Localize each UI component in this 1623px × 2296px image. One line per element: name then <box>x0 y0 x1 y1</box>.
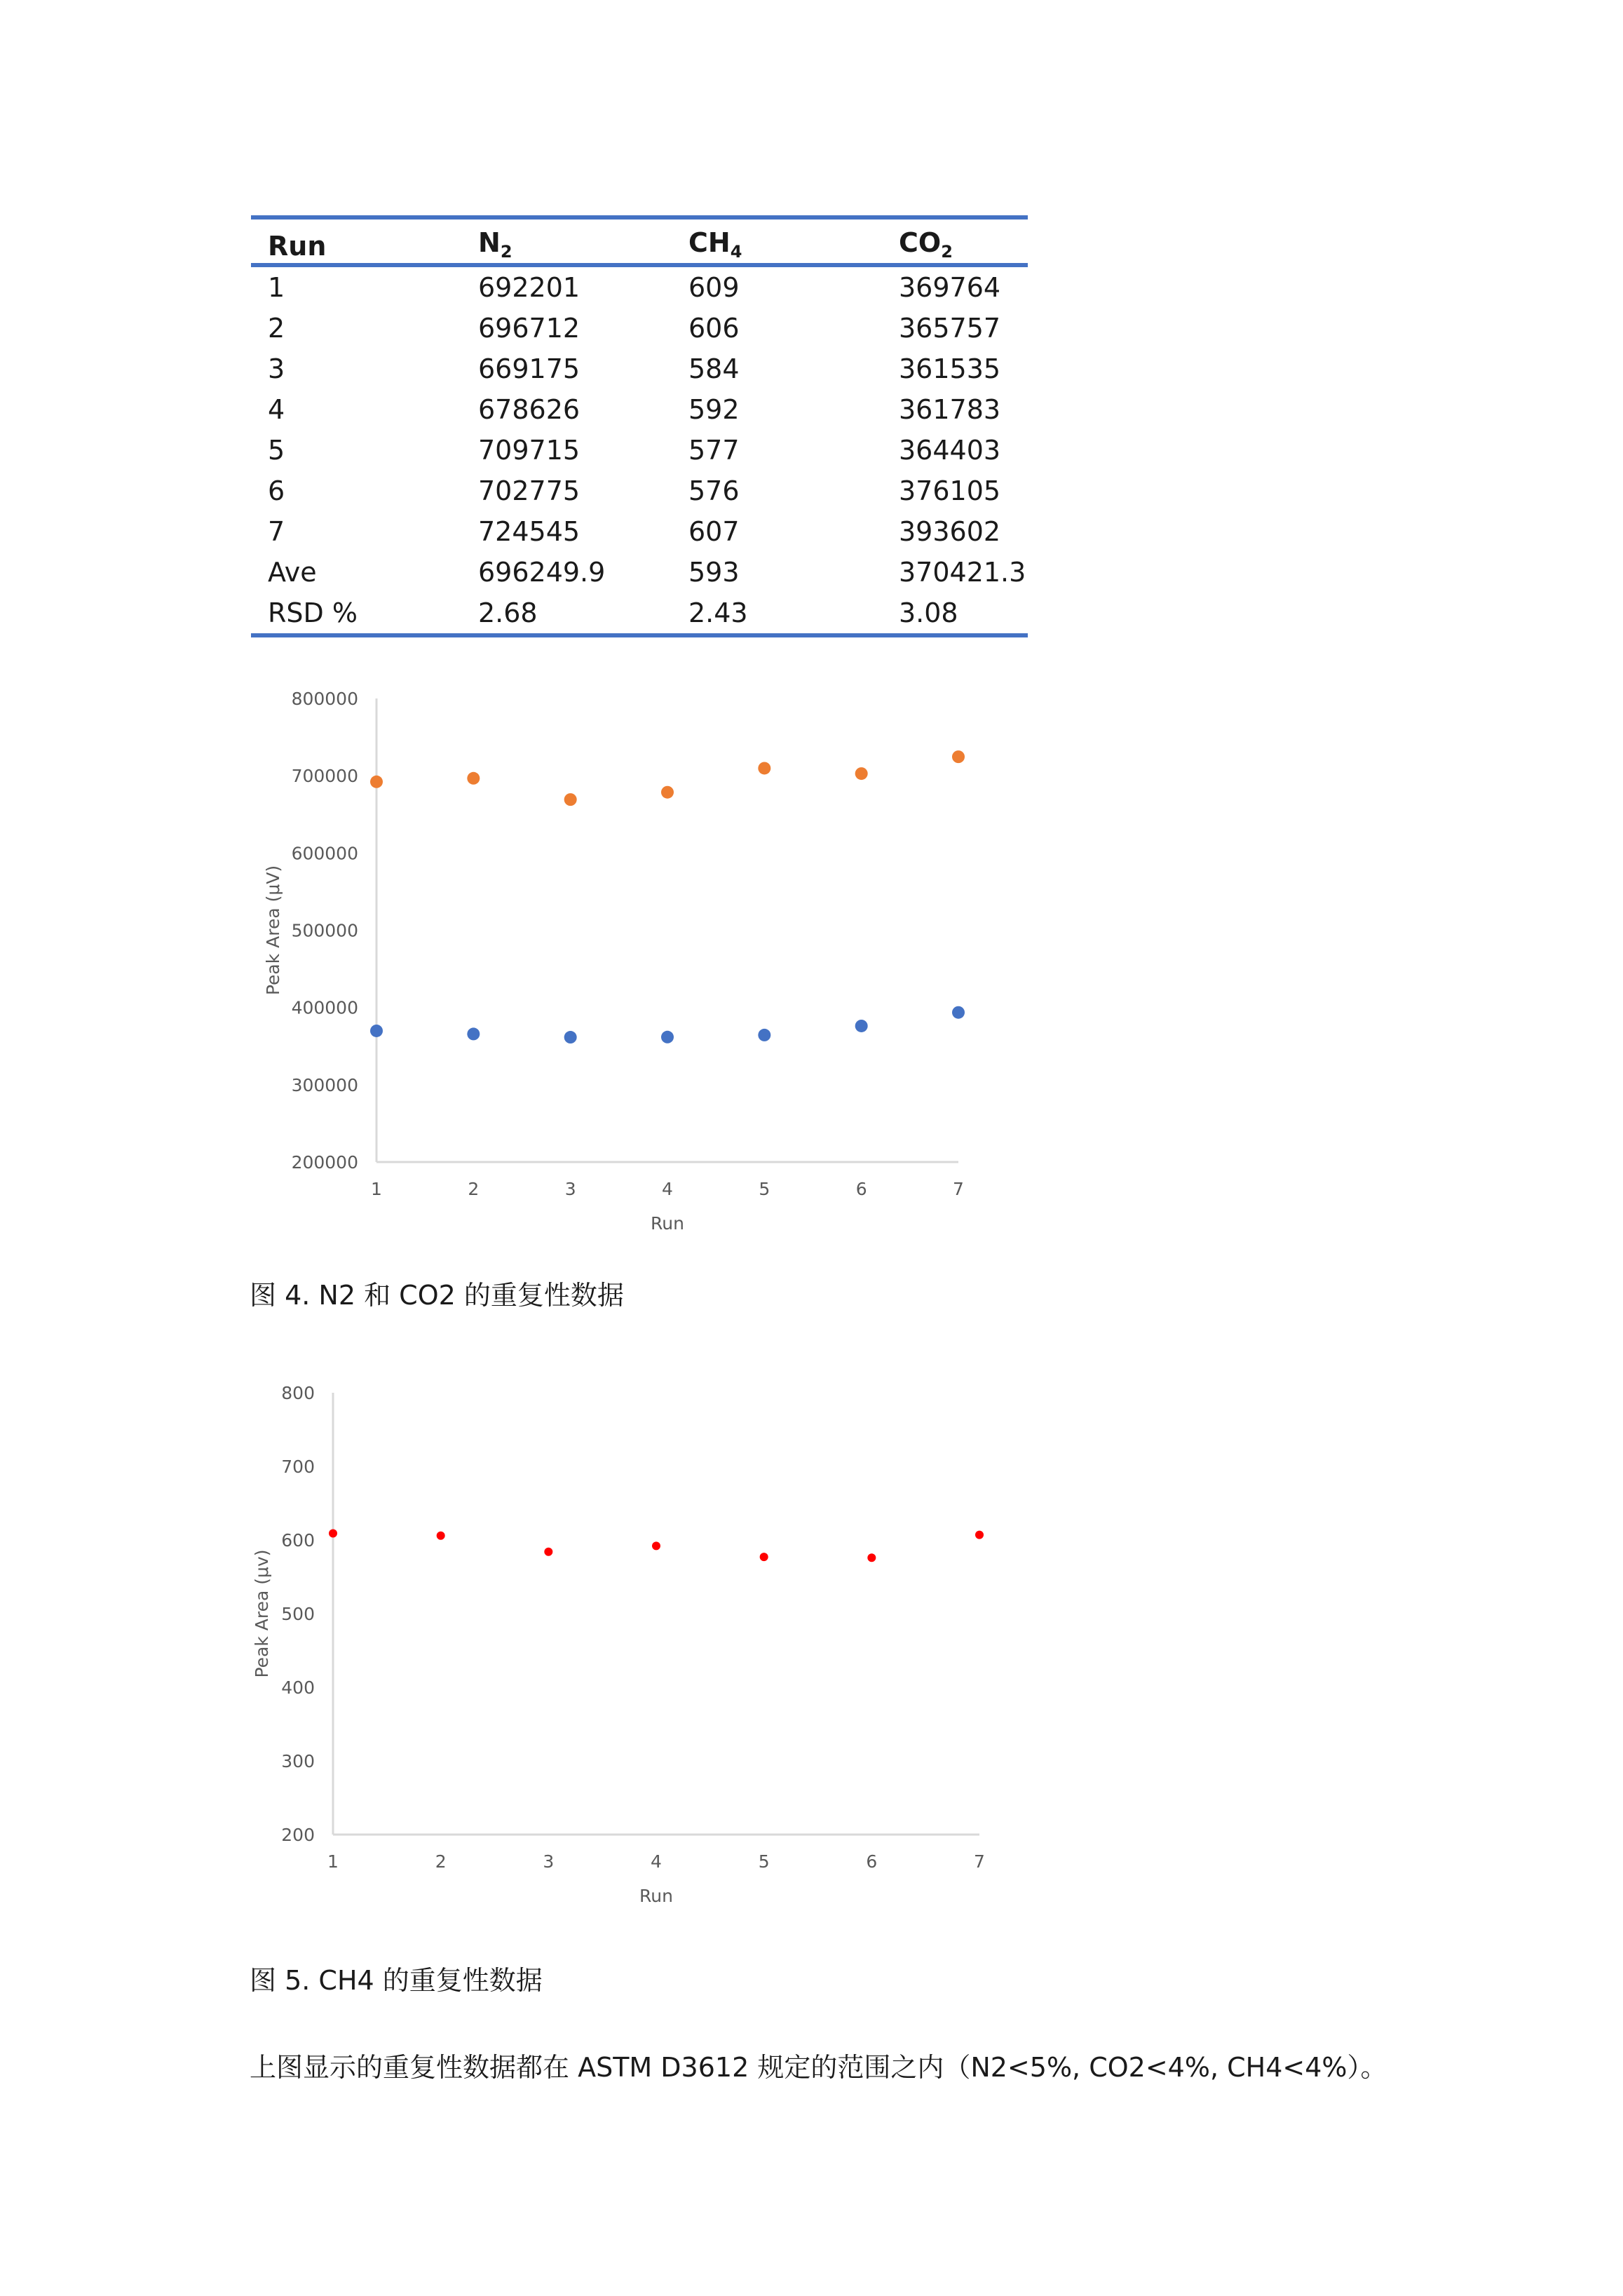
conclusion-paragraph: 上图显示的重复性数据都在 ASTM D3612 规定的范围之内（N2<5%, CO2<4%, CH4<4%）。 <box>250 2052 1387 2083</box>
table-cell-co2: 364403 <box>899 435 1001 466</box>
data-point <box>758 1029 770 1041</box>
header-text: CH <box>688 227 731 258</box>
table-cell-run: 5 <box>268 435 285 466</box>
table-cell-ch4: 607 <box>688 516 740 547</box>
table-cell-n2: 678626 <box>478 394 580 425</box>
y-axis-title: Peak Area (μV) <box>263 865 283 996</box>
header-text: N <box>478 227 501 258</box>
x-tick-label: 3 <box>564 1179 576 1199</box>
data-point <box>952 750 965 763</box>
header-subscript: 4 <box>730 242 742 262</box>
x-tick-label: 7 <box>953 1179 964 1199</box>
table-row <box>251 552 1028 593</box>
header-subscript: 2 <box>941 242 953 262</box>
table-header-row <box>251 217 1028 265</box>
x-tick-label: 2 <box>435 1851 447 1872</box>
data-point <box>329 1529 337 1538</box>
table-cell-co2: 361535 <box>899 353 1001 384</box>
table-cell-run: 7 <box>268 516 285 547</box>
table-cell-n2: 2.68 <box>478 597 538 628</box>
data-point <box>952 1006 965 1019</box>
x-axis-title: Run <box>639 1886 673 1906</box>
y-tick-label: 500 <box>281 1604 315 1624</box>
y-tick-label: 200000 <box>291 1152 358 1173</box>
y-tick-label: 300000 <box>291 1074 358 1095</box>
y-tick-label: 400 <box>281 1677 315 1698</box>
y-tick-label: 300 <box>281 1751 315 1771</box>
x-tick-label: 5 <box>759 1179 770 1199</box>
table-cell-run: RSD % <box>268 597 358 628</box>
table-row <box>251 308 1028 349</box>
x-tick-label: 5 <box>758 1851 770 1872</box>
n2-co2-scatter-chart <box>0 673 1052 1255</box>
table-row <box>251 430 1028 471</box>
table-cell-co2: 365757 <box>899 313 1001 344</box>
data-point <box>855 767 868 780</box>
table-cell-ch4: 592 <box>688 394 740 425</box>
column-header-n2 <box>461 217 672 265</box>
x-tick-label: 4 <box>651 1851 662 1872</box>
data-point <box>437 1532 445 1540</box>
column-header-run <box>251 217 461 265</box>
data-point <box>467 1027 480 1040</box>
data-point <box>975 1531 984 1539</box>
y-tick-label: 400000 <box>291 997 358 1018</box>
data-point <box>564 1031 577 1044</box>
data-point <box>855 1020 868 1032</box>
table-cell-run: 6 <box>268 475 285 506</box>
x-tick-label: 6 <box>866 1851 878 1872</box>
table-row <box>251 265 1028 308</box>
y-tick-label: 800 <box>281 1383 315 1403</box>
table-cell-run: 4 <box>268 394 285 425</box>
data-point <box>760 1553 768 1561</box>
table-cell-run: Ave <box>268 557 317 588</box>
table-row <box>251 389 1028 430</box>
data-point <box>467 772 480 785</box>
table-cell-ch4: 576 <box>688 475 740 506</box>
data-point <box>370 1025 383 1037</box>
data-point <box>661 786 674 799</box>
x-tick-label: 7 <box>974 1851 985 1872</box>
table-row <box>251 349 1028 389</box>
table-cell-ch4: 584 <box>688 353 740 384</box>
data-point <box>652 1541 660 1550</box>
y-tick-label: 700 <box>281 1457 315 1477</box>
header-text: Run <box>268 231 327 262</box>
table-row <box>251 511 1028 552</box>
y-tick-label: 800000 <box>291 689 358 709</box>
x-axis-title: Run <box>651 1213 684 1234</box>
table-body <box>251 265 1028 635</box>
column-header-co2 <box>882 217 1028 265</box>
table-cell-ch4: 606 <box>688 313 740 344</box>
figure-4-caption: 图 4. N2 和 CO2 的重复性数据 <box>250 1280 624 1311</box>
data-point <box>758 762 770 774</box>
table-row <box>251 471 1028 511</box>
table-cell-n2: 696712 <box>478 313 580 344</box>
table-cell-n2: 702775 <box>478 475 580 506</box>
column-header-ch4 <box>672 217 882 265</box>
y-tick-label: 700000 <box>291 766 358 787</box>
figure-5-caption: 图 5. CH4 的重复性数据 <box>250 1965 543 1996</box>
table-cell-ch4: 593 <box>688 557 740 588</box>
repeatability-table <box>251 215 1028 637</box>
x-tick-label: 3 <box>543 1851 555 1872</box>
data-point <box>564 793 577 806</box>
table-cell-ch4: 609 <box>688 272 740 303</box>
x-tick-label: 1 <box>371 1179 382 1199</box>
x-tick-label: 1 <box>327 1851 339 1872</box>
table-cell-n2: 709715 <box>478 435 580 466</box>
y-tick-label: 600 <box>281 1530 315 1551</box>
x-tick-label: 2 <box>468 1179 480 1199</box>
data-point <box>867 1553 876 1562</box>
header-text: CO <box>899 227 942 258</box>
table-row <box>251 593 1028 635</box>
data-point <box>370 776 383 788</box>
y-axis-title: Peak Area (μv) <box>252 1549 272 1678</box>
table-cell-ch4: 577 <box>688 435 740 466</box>
table-cell-run: 3 <box>268 353 285 384</box>
table-cell-co2: 361783 <box>899 394 1001 425</box>
table-cell-co2: 369764 <box>899 272 1001 303</box>
data-point <box>661 1031 674 1044</box>
table-cell-run: 2 <box>268 313 285 344</box>
data-point <box>544 1548 552 1556</box>
x-tick-label: 4 <box>662 1179 673 1199</box>
table-cell-n2: 692201 <box>478 272 580 303</box>
table-cell-co2: 370421.3 <box>899 557 1026 588</box>
table-cell-n2: 669175 <box>478 353 580 384</box>
table-cell-co2: 376105 <box>899 475 1001 506</box>
ch4-scatter-chart <box>0 1368 1052 1929</box>
table-cell-co2: 3.08 <box>899 597 958 628</box>
table-cell-n2: 724545 <box>478 516 580 547</box>
y-tick-label: 200 <box>281 1825 315 1845</box>
table-cell-ch4: 2.43 <box>688 597 748 628</box>
table-cell-co2: 393602 <box>899 516 1001 547</box>
header-subscript: 2 <box>500 242 512 262</box>
x-tick-label: 6 <box>855 1179 867 1199</box>
y-tick-label: 600000 <box>291 843 358 864</box>
table-cell-n2: 696249.9 <box>478 557 606 588</box>
table-cell-run: 1 <box>268 272 285 303</box>
y-tick-label: 500000 <box>291 920 358 941</box>
